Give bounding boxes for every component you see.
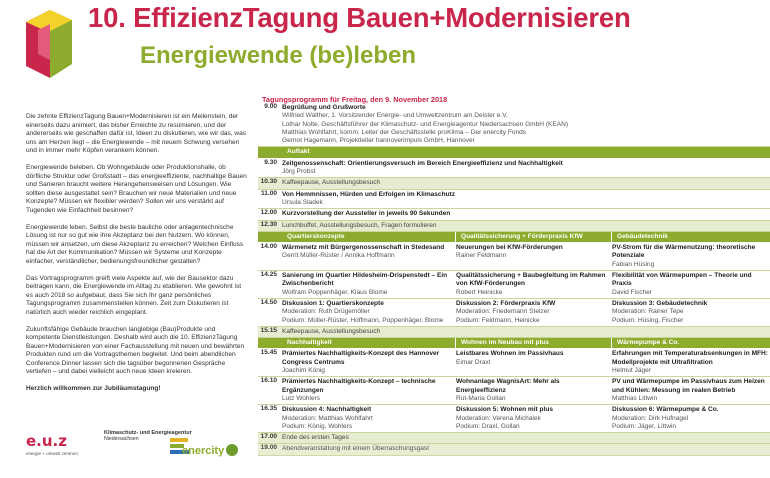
time: 16.35 xyxy=(260,405,277,413)
speaker: Gerrit Müller-Rüster / Annika Hoffmann xyxy=(282,252,395,260)
time: 9.30 xyxy=(264,158,277,166)
break-title: Kaffeepause, Ausstellungsbesuch xyxy=(282,179,381,187)
track-label: Quartierskonzepte xyxy=(282,232,456,242)
time: 14.00 xyxy=(260,243,277,251)
euz-mark: e.u.z xyxy=(26,432,67,450)
welcome-line: Herzlich willkommen zur Jubiläumstagung! xyxy=(26,385,161,393)
time: 14.25 xyxy=(260,271,277,279)
session-title: Neuerungen bei KfW-Förderungen xyxy=(456,244,563,252)
session-title: Prämiertes Nachhaltigkeits-Konzept – technische Ergänzungen xyxy=(282,378,436,394)
session-title: Leistbares Wohnen im Passivhaus xyxy=(456,350,564,358)
session-title: Von Hemmnissen, Hürden und Erfolgen im Klimaschutz xyxy=(282,190,456,198)
program-row xyxy=(258,271,770,299)
time: 12.30 xyxy=(260,220,277,228)
track-header xyxy=(258,338,770,349)
speaker: Moderation: Ruth Drügemöller Podium: Müller-Rüster, Hoffmann, Poppenhäger, Blome xyxy=(282,308,444,324)
intro-paragraph: Zukunftsfähige Gebäude brauchen langlebige (Bau)Produkte und kompetente Dienstleistungen. Deshalb wird auch die 10. EffizienzTagung Bauen+Modernisieren von einer Fachausstellung mit neuen und bewährten Produkten rund um die Vortragsthemen begleitet. Und beim abendlichen Conference Dinner lassen sich die tagsüber begonnenen Gespräche vertiefen – und dabei vielleicht auch neue Ideen kreieren. xyxy=(26,325,245,376)
speaker: Joachim König xyxy=(282,367,325,375)
session-title: Diskussion 4: Nachhaltigkeit xyxy=(282,406,372,414)
time: 14.50 xyxy=(260,298,277,306)
program-row xyxy=(258,159,770,179)
program-row xyxy=(258,299,770,327)
program-row xyxy=(258,190,770,210)
program-row xyxy=(258,327,770,338)
program-title: Tagungsprogramm für Freitag, den 9. November 2018 xyxy=(262,95,448,104)
intro-paragraph: Energiewende leben. Selbst die beste bauliche oder anlagentechnische Lösung ist nur so gut wie ihre Akzeptanz bei den Nutzern. Wo können, müssen wir ansetzen, um diese Akzeptanz zu erreichen? Welchen Einfluss hat die Art der Kommunikation? Müssen wir Systeme und Konzepte einfacher, verständlicher, bedienungsfreundlicher gestalten? xyxy=(26,223,244,265)
track-header xyxy=(258,232,770,243)
euz-caption: energie + umwelt zentrum xyxy=(26,451,78,456)
program-row xyxy=(258,221,770,232)
speaker: Matthias Littwin xyxy=(612,394,658,402)
page-subtitle: Energiewende (be)leben xyxy=(140,42,417,69)
program-row xyxy=(258,444,770,455)
page-title: 10. EffizienzTagung Bauen+Modernisieren xyxy=(88,2,631,33)
session-title: Flexibilität von Wärmepumpen – Theorie und Praxis xyxy=(612,272,752,288)
speaker: Fabian Hüsing xyxy=(612,260,655,268)
euz-logo xyxy=(26,432,96,456)
intro-text xyxy=(26,113,248,402)
session-title: Prämiertes Nachhaltigkeits-Konzept des Hannover Congress Centrums xyxy=(282,350,440,366)
session-title: Erfahrungen mit Temperaturabsenkungen in MFH: Modellprojekte mit Ultrafiltration xyxy=(612,350,768,366)
kea-logo xyxy=(104,430,192,443)
speaker: Rut-Maria Gollan xyxy=(456,394,506,402)
kea-name: Klimaschutz- und Energieagentur xyxy=(104,430,192,436)
time: 16.10 xyxy=(260,377,277,385)
kea-region: Niedersachsen xyxy=(104,436,139,443)
enercity-dot-icon xyxy=(226,444,238,456)
time: 15.15 xyxy=(260,326,277,334)
program-row xyxy=(258,243,770,271)
speaker: Jörg Probst xyxy=(282,168,316,176)
tagung-logo xyxy=(20,4,78,86)
section-band xyxy=(258,147,770,158)
section-label: Auftakt xyxy=(287,148,310,156)
speaker: Moderation: Dirk Hufnagel Podium: Jäger, Littwin xyxy=(612,414,689,430)
program-row xyxy=(258,377,770,405)
program-row xyxy=(258,433,770,444)
time: 19.00 xyxy=(260,444,277,452)
intro-paragraph: Das Vortragsprogramm greift viele Aspekte auf, wie der Bausektor dazu beitragen kann, die Energiewende im Alltag zu etablieren. Wie gewohnt ist es auch 2018 so aufgebaut, dass Sie sich Ihr ganz persönliches Tagungsprogramm zusammenstellen können. Zeit zum Diskutieren ist natürlich auch wieder reichlich eingeplant. xyxy=(26,274,242,316)
session-title: Diskussion 3: Gebäudetechnik xyxy=(612,299,708,307)
end-title: Ende des ersten Tages xyxy=(282,434,349,442)
break-title: Lunchbuffet, Ausstellungsbesuch, Fragen formulieren xyxy=(282,221,437,229)
time: 17.00 xyxy=(260,433,277,441)
speaker: Helmut Jäger xyxy=(612,367,651,375)
session-title: Wärmenetz mit Bürgergenossenschaft in Stedesand xyxy=(282,244,445,252)
speaker: Rainer Feldmann xyxy=(456,252,507,260)
session-title: Zeitgenossenschaft: Orientierungsversuch im Bereich Energieeffizienz und Nachhaltigkeit xyxy=(282,159,563,167)
track-label: Gebäudetechnik xyxy=(617,232,668,240)
speaker: Lothar Nolte, Geschäftsführer der Klimaschutz- und Energieagentur Niedersachsen GmbH (KEAN) xyxy=(282,120,569,128)
end-title: Abendveranstaltung mit einem Überraschungsgast xyxy=(282,445,430,453)
break-title: Kaffeepause, Ausstellungsbesuch xyxy=(282,327,381,335)
session-title: Begrüßung und Grußworte xyxy=(282,104,366,111)
time: 15.45 xyxy=(260,349,277,357)
time: 11.00 xyxy=(260,189,277,197)
enercity-name: enercity xyxy=(182,445,225,457)
time: 9.00 xyxy=(264,103,277,110)
speaker: Wolfram Poppenhäger, Klaus Blome xyxy=(282,288,388,296)
intro-paragraph: Energiewende beleben. Ob Wohngebäude oder Produktionshalle, ob dörfliche Struktur oder Großstadt – das energieeffiziente, nachhaltige Bauen und Sanieren braucht weitere Herangehensweisen und Lösungen. Wie sollten diese ausgestaltet sein? Brauchen wir neue Materialien und neue Konzepte? Müssen wir flexibler werden? Sollen wir uns verstärkt auf Tugenden wie Einfachheit besinnen? xyxy=(26,164,247,214)
program-row xyxy=(258,103,770,147)
partner-logos xyxy=(26,430,251,476)
speaker: Moderation: Rainer Tepe Podium: Hüsing, Fischer xyxy=(612,308,684,324)
speaker: Moderation: Friedemann Stelzer Podium: Feldmann, Heinicke xyxy=(456,308,550,324)
speaker: Moderation: Verena Michalek Podium: Draxl, Gollan xyxy=(456,414,541,430)
session-title: Diskussion 6: Wärmepumpe & Co. xyxy=(612,406,719,414)
speaker: Lutz Wohlers xyxy=(282,394,321,402)
program-row xyxy=(258,349,770,377)
time: 12.00 xyxy=(260,209,277,217)
program-row xyxy=(258,405,770,433)
speaker: Ursula Sladek xyxy=(282,198,323,206)
program-row xyxy=(258,209,770,220)
speaker: Matthias Wohlfahrt, komm. Leiter der Geschäftsstelle proKlima – Der enercity Fonds xyxy=(282,128,527,136)
session-title: PV-Strom für die Wärmenutzung: theoretische Potenziale xyxy=(612,244,756,260)
speaker: Wilfried Walther, 1. Vorsitzender Energie- und Umweltzentrum am Deister e.V. xyxy=(282,112,508,120)
enercity-logo xyxy=(182,444,238,457)
session-title: Wohnanlage WagnisArt: Mehr als Energieeffizienz xyxy=(456,378,560,394)
session-title: Diskussion 5: Wohnen mit plus xyxy=(456,406,554,414)
speaker: Robert Heinicke xyxy=(456,288,503,296)
track-label: Nachhaltigkeit xyxy=(282,338,456,348)
program-row xyxy=(258,178,770,189)
program-table xyxy=(258,103,770,456)
track-label: Qualitätssicherung + Förderpraxis KfW xyxy=(456,232,612,242)
session-title: Sanierung im Quartier Hildesheim-Drispenstedt – Ein Zwischenbericht xyxy=(282,272,448,288)
track-label: Wohnen im Neubau mit plus xyxy=(456,338,612,348)
session-title: Diskussion 1: Quartierskonzepte xyxy=(282,299,384,307)
session-title: Kurzvorstellung der Aussteller in jeweils 90 Sekunden xyxy=(282,210,451,218)
session-title: Diskussion 2: Förderpraxis KfW xyxy=(456,299,556,307)
speaker: David Fischer xyxy=(612,288,653,296)
speaker: Eimar Draxl xyxy=(456,358,491,366)
time: 10.30 xyxy=(260,178,277,186)
intro-paragraph: Die zehnte EffizienzTagung Bauen+Modernisieren ist ein Meilenstein, der einerseits dazu animiert, das bisher Erreichte zu resümieren, und der andererseits wie geschaffen dafür ist, Ideen zu diskutieren, wie wir das, was uns am Herzen liegt – die Energiewende – mit neuem Schwung versehen und in immer mehr Köpfen verankern können. xyxy=(26,113,247,155)
speaker: Moderation: Matthias Wohlfahrt Podium: König, Wohlers xyxy=(282,414,373,430)
speaker: Gernot Hagemann, Projektleiter hannoverimpuls GmbH, Hannover xyxy=(282,137,475,145)
session-title: Qualitätssicherung + Baubegleitung im Rahmen von KfW-Förderungen xyxy=(456,272,606,288)
track-label: Wärmepumpe & Co. xyxy=(617,339,680,347)
session-title: PV und Wärmepumpe im Passivhaus zum Heizen und Kühlen: Messung im realen Betrieb xyxy=(612,378,765,394)
